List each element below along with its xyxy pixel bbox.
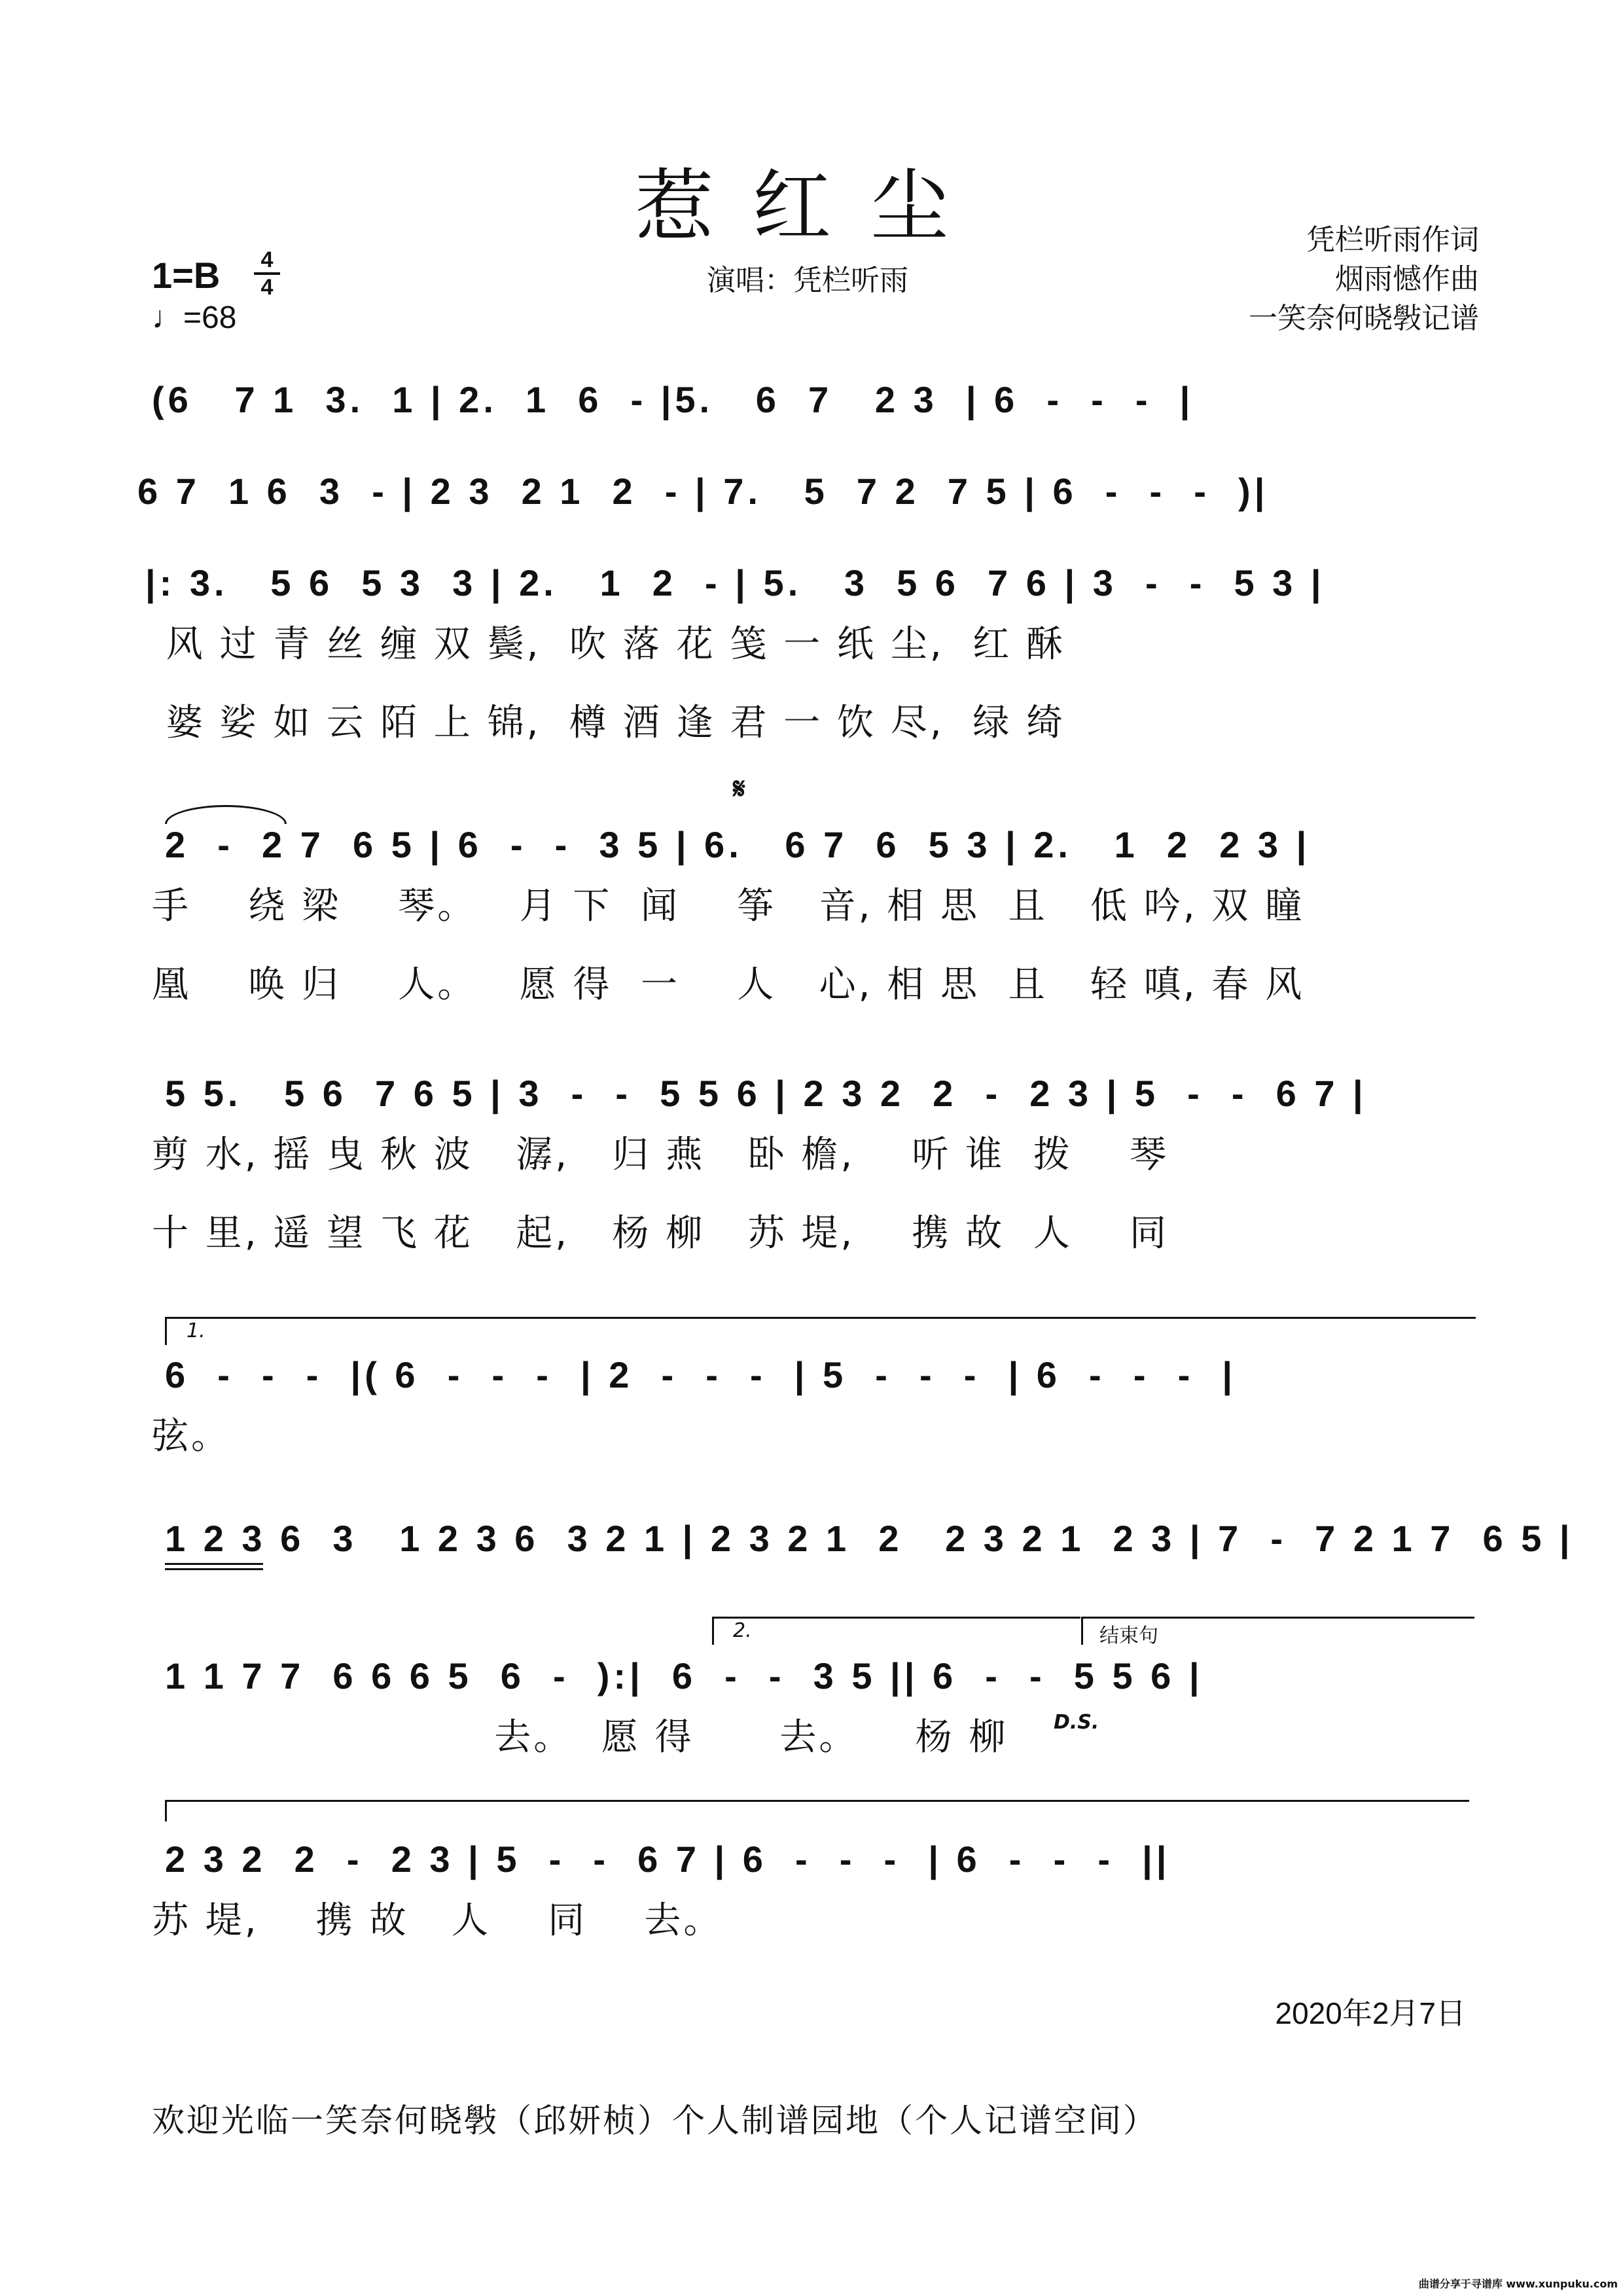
score-row-7-notes: 1 2 3 6 3 1 2 3 6 3 2 1 | 2 3 2 1 2 2 3 2 1 2 3 | 7 - 7 2 1 7 6 5 | [165,1518,1574,1559]
lyricist-credit: 凭栏听雨作词 [1306,223,1479,257]
volta-bracket [165,1800,1469,1821]
transcriber-credit: 一笑奈何晓斅记谱 [1249,302,1479,335]
time-signature [254,249,280,298]
score-row-5-notes: 5 5. 5 6 7 6 5 | 3 - - 5 5 6 | 2 3 2 2 - 2 3 | 5 - - 6 7 | [165,1073,1367,1114]
tempo-marking [152,300,236,336]
footer-welcome-text: 欢迎光临一笑奈何晓斅（邱妍桢）个人制谱园地（个人记谱空间） [152,2102,1158,2140]
score-row-6-notes: 6 - - - |( 6 - - - | 2 - - - | 5 - - - | 6 - - - | [165,1354,1237,1395]
score-row-3-lyrics-verse-1: 风 过 青 丝 缠 双 鬓, 吹 落 花 笺 一 纸 尘, 红 酥 [152,623,1066,666]
segno-icon: 𝄋 [733,772,745,806]
score-row-4-lyrics-verse-1: 手 绕 梁 琴。 月 下 闻 筝 音, 相 思 且 低 吟, 双 瞳 [152,885,1305,927]
score-row-3-notes: |: 3. 5 6 5 3 3 | 2. 1 2 - | 5. 3 5 6 7 6 | 3 - - 5 3 | [145,562,1325,603]
sixteenth-underline [165,1563,263,1565]
time-signature-bottom: 4 [260,275,274,300]
score-row-4-notes: 2 - 2 7 6 5 | 6 - - 3 5 | 6. 6 7 6 5 3 | 2. 1 2 2 3 | [165,824,1311,865]
key-signature: 1=B [152,255,221,296]
score-row-9-lyrics: 苏 堤, 携 故 人 同 去。 [152,1899,723,1942]
tie-arc [165,805,287,824]
sixteenth-underline [165,1568,263,1570]
first-ending-label: 1. [187,1319,205,1342]
score-row-5-lyrics-verse-2: 十 里, 遥 望 飞 花 起, 杨 柳 苏 堤, 携 故 人 同 [152,1212,1169,1255]
score-row-1-notes: (6 7 1 3. 1 | 2. 1 6 - |5. 6 7 2 3 | 6 - - - | [152,379,1194,420]
score-row-9-notes: 2 3 2 2 - 2 3 | 5 - - 6 7 | 6 - - - | 6 - - - || [165,1839,1171,1880]
coda-label: 结束句 [1099,1624,1158,1647]
second-ending-bracket [712,1617,1080,1645]
score-row-4-lyrics-verse-2: 凰 唤 归 人。 愿 得 一 人 心, 相 思 且 轻 嗔, 春 风 [152,963,1305,1006]
score-row-5-lyrics-verse-1: 剪 水, 摇 曳 秋 波 潺, 归 燕 卧 檐, 听 谁 拨 琴 [152,1134,1169,1176]
score-row-8-lyrics: 去。 愿 得 去。 杨 柳 [152,1716,1008,1759]
tempo-value: =68 [183,300,237,335]
transcription-date: 2020年2月7日 [1275,1996,1466,2030]
quarter-note-icon: ♩ [152,300,183,335]
composer-credit: 烟雨憾作曲 [1335,262,1479,296]
site-watermark: 曲谱分享于寻谱库 www.xunpuku.com [1418,2278,1618,2290]
score-row-6-lyrics: 弦。 [152,1415,230,1458]
score-row-2-notes: 6 7 1 6 3 - | 2 3 2 1 2 - | 7. 5 7 2 7 5 | 6 - - - )| [137,471,1269,512]
first-ending-bracket [165,1317,1476,1345]
second-ending-label: 2. [733,1619,752,1642]
time-signature-top: 4 [260,247,274,272]
score-row-8-notes: 1 1 7 7 6 6 6 5 6 - ):| 6 - - 3 5 || 6 - - 5 5 6 | [165,1655,1204,1696]
score-row-3-lyrics-verse-2: 婆 娑 如 云 陌 上 锦, 樽 酒 逢 君 一 饮 尽, 绿 绮 [152,702,1066,744]
singer-credit: 演唱：凭栏听雨 [707,264,908,297]
song-title: 惹红尘 [635,162,988,253]
dal-segno-marking: D.S. [1054,1711,1099,1734]
